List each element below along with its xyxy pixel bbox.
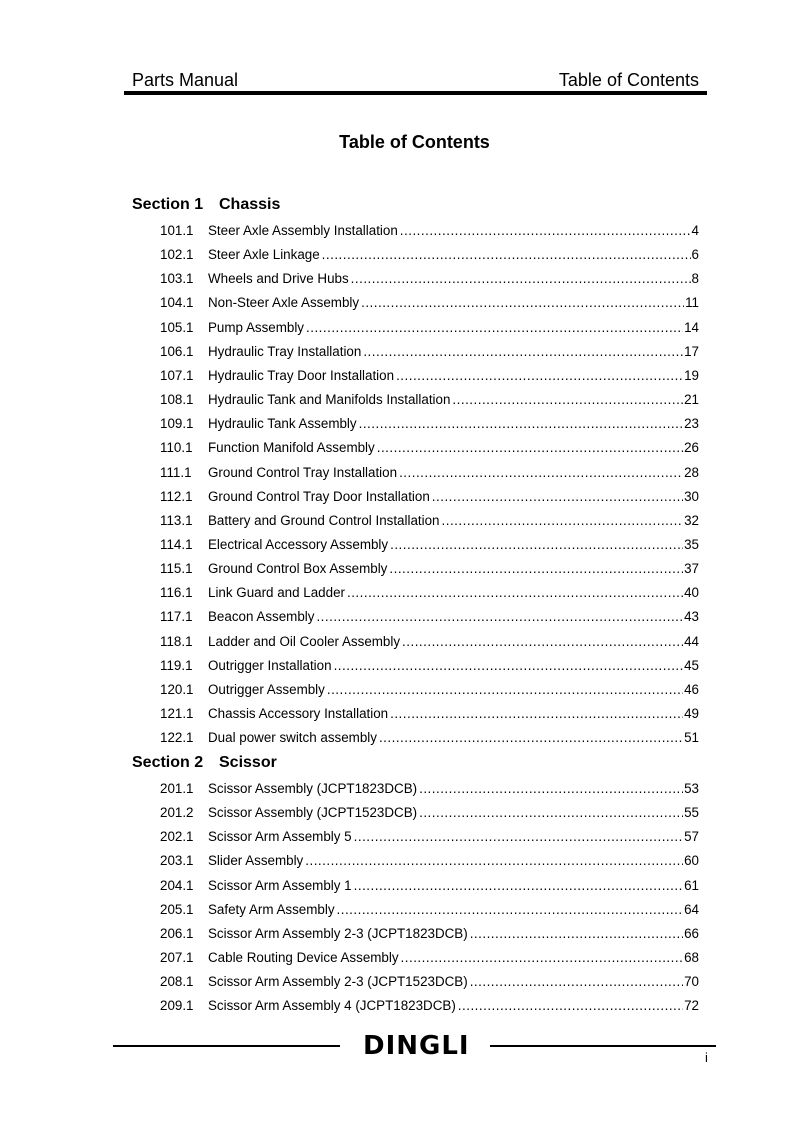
toc-entry-page: 23 [684,416,699,432]
toc-entry-page: 35 [684,536,699,552]
toc-dot-leader [379,730,683,745]
toc-entry[interactable] [160,658,699,678]
toc-entry-page: 30 [684,488,699,504]
toc-entry[interactable] [160,465,699,485]
toc-entry[interactable] [160,320,699,340]
header-rule [124,91,707,95]
toc-entry-title: Scissor Arm Assembly 2-3 (JCPT1823DCB) [208,925,468,941]
toc-dot-leader [390,706,683,721]
toc-entry-number: 104.1 [160,295,194,311]
toc-dot-leader [354,829,683,844]
toc-dot-leader [305,853,683,868]
toc-entry-page: 60 [684,853,699,869]
toc-entry-title: Steer Axle Linkage [208,247,320,263]
toc-entry-title: Electrical Accessory Assembly [208,536,389,552]
toc-entry[interactable] [160,223,699,243]
toc-entry[interactable] [160,950,699,970]
section-number: Section 2 [132,754,204,771]
toc-dot-leader [361,295,684,310]
toc-entry-number: 102.1 [160,247,194,263]
toc-entry-number: 115.1 [160,561,193,577]
toc-entry[interactable] [160,489,699,509]
toc-entry-page: 43 [684,609,699,625]
section-name: Scissor [219,754,277,771]
toc-entry-title: Hydraulic Tank Assembly [208,416,357,432]
toc-entry[interactable] [160,392,699,412]
toc-entry-number: 108.1 [160,392,194,408]
toc-entry-title: Ground Control Tray Door Installation [208,488,430,504]
toc-entry[interactable] [160,513,699,533]
toc-entry-number: 112.1 [160,488,193,504]
toc-entry-page: 44 [684,633,699,649]
toc-entry-number: 119.1 [160,657,193,673]
toc-entry[interactable] [160,781,699,801]
toc-entry-page: 68 [684,950,699,966]
toc-entry-number: 203.1 [160,853,194,869]
toc-entry-page: 66 [684,925,699,941]
toc-dot-leader [442,513,684,528]
toc-dot-leader [396,368,683,383]
toc-entry-page: 28 [684,464,699,480]
toc-entry[interactable] [160,634,699,654]
toc-entry-page: 14 [684,319,699,335]
toc-entry-title: Slider Assembly [208,853,304,869]
toc-entry-title: Outrigger Installation [208,657,332,673]
dingli-logo: DINGLI [363,1031,470,1061]
toc-entry-page: 6 [691,247,699,263]
toc-entry-number: 110.1 [160,440,193,456]
toc-entry[interactable] [160,561,699,581]
toc-entry-number: 105.1 [160,319,194,335]
toc-entry-number: 107.1 [160,367,194,383]
toc-dot-leader [432,489,683,504]
toc-entry-title: Hydraulic Tray Installation [208,343,362,359]
toc-entry-title: Ground Control Box Assembly [208,561,388,577]
toc-entry[interactable] [160,853,699,873]
toc-entry-page: 17 [684,343,699,359]
toc-entry-number: 204.1 [160,877,194,893]
toc-entry-title: Outrigger Assembly [208,681,325,697]
toc-dot-leader [400,223,691,238]
toc-dot-leader [419,805,683,820]
toc-entry-page: 51 [684,730,699,746]
toc-dot-leader [316,609,683,624]
toc-dot-leader [334,658,684,673]
page-number: i [705,1050,708,1065]
footer-rule-right [490,1045,716,1047]
toc-dot-leader [470,974,683,989]
toc-dot-leader [458,998,683,1013]
toc-entry-page: 64 [684,901,699,917]
toc-entry-page: 8 [691,271,699,287]
toc-entry-page: 57 [684,829,699,845]
toc-entry-number: 205.1 [160,901,194,917]
toc-entry-number: 109.1 [160,416,194,432]
toc-dot-leader [351,271,691,286]
toc-entry[interactable] [160,440,699,460]
toc-entry[interactable] [160,730,699,750]
header-left-text: Parts Manual [132,70,239,90]
header-right-text: Table of Contents [558,70,699,90]
toc-entry-title: Hydraulic Tray Door Installation [208,367,395,383]
toc-entry-title: Chassis Accessory Installation [208,706,389,721]
toc-entry[interactable] [160,368,699,388]
toc-entry-page: 32 [684,512,699,528]
toc-dot-leader [470,926,683,941]
toc-entry-page: 61 [684,877,699,893]
toc-entry[interactable] [160,829,699,849]
toc-entry[interactable] [160,247,699,267]
toc-entry[interactable] [160,926,699,946]
toc-entry-number: 121.1 [160,706,194,721]
section-number: Section 1 [132,196,204,213]
toc-entry-number: 116.1 [160,585,193,601]
toc-dot-leader [402,634,683,649]
section-heading [132,196,280,216]
toc-entry-number: 202.1 [160,829,194,845]
toc-entry-number: 201.1 [160,781,194,796]
toc-entry-number: 201.2 [160,805,194,821]
page-title: Table of Contents [339,132,490,152]
toc-entry-page: 19 [684,367,699,383]
toc-entry-title: Scissor Arm Assembly 4 (JCPT1823DCB) [208,998,456,1014]
toc-entry[interactable] [160,974,699,994]
toc-entry-number: 118.1 [160,633,193,649]
toc-entry[interactable] [160,271,699,291]
toc-entry[interactable] [160,416,699,436]
toc-entry-title: Safety Arm Assembly [208,901,335,917]
toc-dot-leader [401,950,684,965]
toc-entry-title: Ladder and Oil Cooler Assembly [208,633,401,649]
toc-entry-number: 101.1 [160,223,194,238]
toc-entry-title: Ground Control Tray Installation [208,464,398,480]
toc-dot-leader [359,416,683,431]
toc-entry-number: 206.1 [160,925,194,941]
toc-dot-leader [452,392,683,407]
toc-dot-leader [390,537,683,552]
toc-dot-leader [337,902,684,917]
toc-entry-number: 117.1 [160,609,193,625]
toc-entry-title: Scissor Assembly (JCPT1523DCB) [208,805,418,821]
toc-dot-leader [347,585,683,600]
section-heading [132,754,277,774]
toc-dot-leader [354,878,683,893]
toc-entry-page: 46 [684,681,699,697]
toc-entry-page: 4 [691,223,699,238]
toc-entry-page: 45 [684,657,699,673]
toc-entry-title: Steer Axle Assembly Installation [208,223,398,238]
toc-entry-title: Hydraulic Tank and Manifolds Installation [208,392,451,408]
toc-entry-title: Scissor Arm Assembly 2-3 (JCPT1523DCB) [208,974,468,990]
toc-entry-number: 103.1 [160,271,194,287]
toc-entry-number: 208.1 [160,974,194,990]
toc-entry-number: 111.1 [160,464,192,480]
toc-dot-leader [377,440,683,455]
toc-entry-page: 40 [684,585,699,601]
toc-entry-number: 209.1 [160,998,194,1014]
toc-entry-title: Battery and Ground Control Installation [208,512,440,528]
toc-entry[interactable] [160,998,699,1018]
toc-entry-number: 114.1 [160,536,193,552]
page-header [124,68,707,92]
toc-entry-number: 106.1 [160,343,194,359]
toc-entry[interactable] [160,295,699,315]
toc-entry-title: Scissor Assembly (JCPT1823DCB) [208,781,418,796]
toc-entry-title: Cable Routing Device Assembly [208,950,399,966]
toc-entry[interactable] [160,609,699,629]
toc-entry-title: Link Guard and Ladder [208,585,345,601]
toc-entry-page: 53 [684,781,699,796]
toc-entry-page: 26 [684,440,699,456]
toc-entry-page: 49 [684,706,699,721]
toc-entry[interactable] [160,706,699,726]
toc-entry[interactable] [160,344,699,364]
toc-dot-leader [322,247,691,262]
toc-entry-page: 11 [685,295,699,311]
toc-dot-leader [327,682,683,697]
toc-entry-title: Scissor Arm Assembly 1 [208,877,352,893]
toc-entry-title: Function Manifold Assembly [208,440,375,456]
toc-dot-leader [419,781,683,796]
toc-dot-leader [399,465,683,480]
toc-dot-leader [363,344,683,359]
toc-entry[interactable] [160,902,699,922]
footer-rule-left [113,1045,340,1047]
toc-entry[interactable] [160,805,699,825]
toc-entry-title: Dual power switch assembly [208,730,377,746]
toc-entry[interactable] [160,537,699,557]
toc-entry[interactable] [160,585,699,605]
toc-entry-page: 55 [684,805,699,821]
toc-entry-number: 207.1 [160,950,194,966]
toc-entry-title: Non-Steer Axle Assembly [208,295,360,311]
toc-entry-title: Pump Assembly [208,319,305,335]
toc-entry-page: 37 [684,561,699,577]
toc-entry-title: Wheels and Drive Hubs [208,271,349,287]
toc-entry-title: Scissor Arm Assembly 5 [208,829,352,845]
toc-entry-number: 122.1 [160,730,194,746]
toc-entry[interactable] [160,682,699,702]
toc-entry-page: 21 [684,392,699,408]
toc-entry-number: 113.1 [160,512,193,528]
toc-entry-page: 70 [684,974,699,990]
toc-dot-leader [306,320,683,335]
toc-entry-page: 72 [684,998,699,1014]
section-name: Chassis [219,196,281,213]
toc-dot-leader [389,561,683,576]
toc-entry-title: Beacon Assembly [208,609,315,625]
toc-entry[interactable] [160,878,699,898]
toc-entry-number: 120.1 [160,681,194,697]
